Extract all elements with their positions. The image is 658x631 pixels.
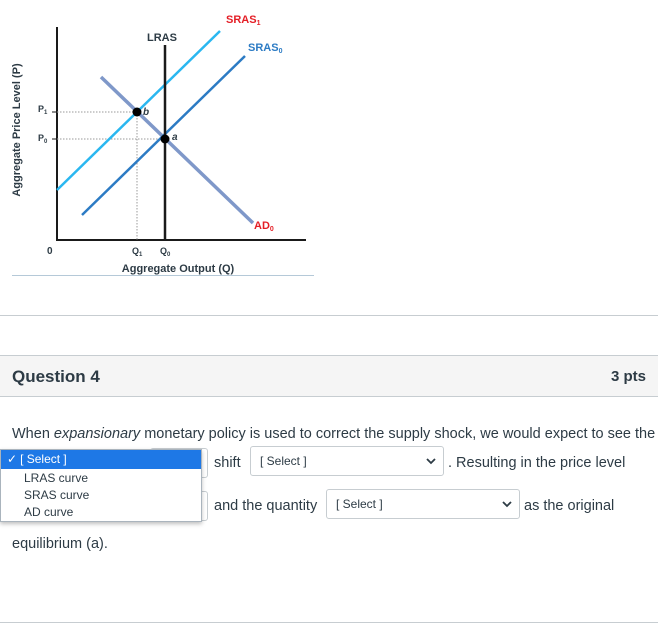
dropdown-option-ad[interactable]: AD curve [24,505,74,519]
question-title: Question 4 [12,367,100,386]
sras1-label: SRAS1 [226,14,261,27]
line1-prefix: When [12,426,54,442]
dropdown-selected-label: [ Select ] [20,452,67,466]
dropdown-option-selected[interactable] [1,450,201,469]
point-a-label: a [172,132,178,143]
graph-caption-rule [12,275,314,276]
question-points: 3 pts [610,368,646,385]
q0-label: $Q_0$ [160,246,171,258]
x-axis-label: Aggregate Output (Q) [121,263,235,275]
q1-label: $Q_1$ [132,246,143,258]
ad-curve [101,77,253,223]
point-b-dot [133,108,142,117]
point-b-label: b [143,107,150,118]
and-quantity-text: and the quantity [214,498,318,514]
shift-direction-select[interactable] [250,446,444,476]
bottom-divider [0,622,658,623]
graph-canvas [0,0,330,290]
quantity-select-value: [ Select ] [336,497,383,511]
question-text-line1 [12,426,655,442]
dropdown-option-sras[interactable]: SRAS curve [24,488,90,502]
line1-suffix: monetary policy is used to correct the supply shock, we would expect to see the [140,426,656,442]
as-ad-graph [0,0,330,290]
chevron-down-icon [426,457,436,465]
section-divider [0,315,658,316]
curve-dropdown-list [0,449,202,522]
line1-emphasis: expansionary [53,426,141,442]
lras-label: LRAS [147,32,177,44]
question-header [0,355,658,397]
shift-direction-select-value: [ Select ] [260,454,307,468]
ad0-label: AD0 [254,220,274,233]
equilibrium-text: equilibrium (a). [12,536,108,552]
quantity-select[interactable] [326,489,520,519]
origin-label: 0 [47,246,53,257]
shift-text: shift [214,455,241,471]
p1-label: $P_1$ [38,104,48,116]
as-original-text: as the original [524,498,615,514]
dropdown-option-lras[interactable]: LRAS curve [24,471,89,485]
y-axis-label: Aggregate Price Level (P) [11,63,23,197]
sras0-label: SRAS0 [248,42,283,55]
resulting-text: . Resulting in the price level [448,455,626,471]
p0-label: $P_0$ [38,133,48,145]
chevron-down-icon [502,500,512,508]
point-a-dot [161,135,170,144]
check-icon: ✓ [7,452,18,466]
